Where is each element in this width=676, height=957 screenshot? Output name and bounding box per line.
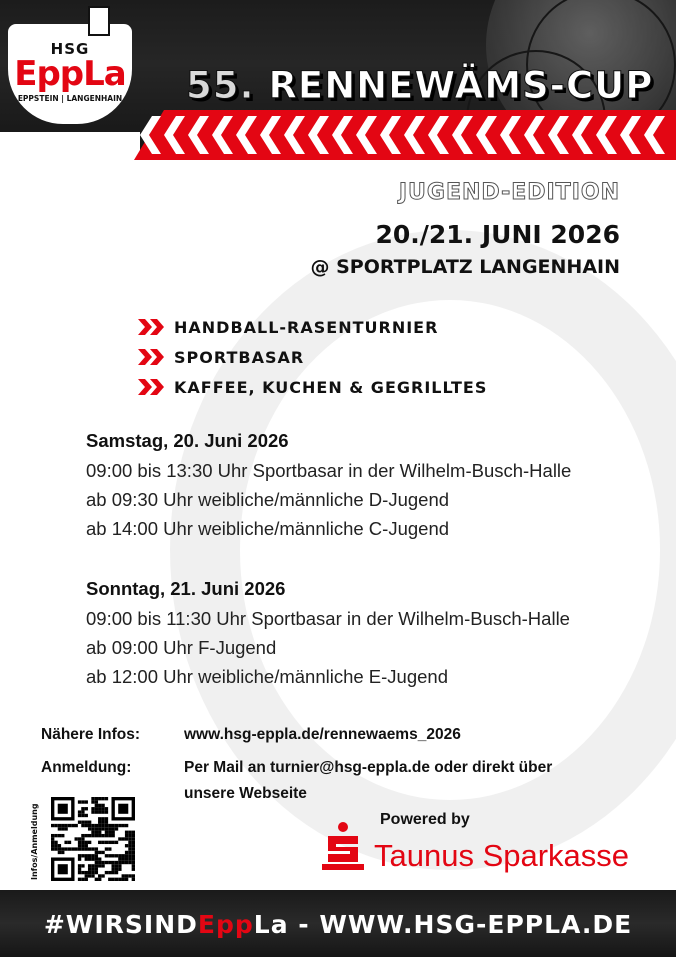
double-chevron-icon [138,379,166,395]
schedule-item: 09:00 bis 13:30 Uhr Sportbasar in der Wilhelm-Busch-Halle [86,460,572,481]
more-info-link[interactable]: www.hsg-eppla.de/rennewaems_2026 [184,726,461,743]
edition-label: JUGEND-EDITION [398,180,620,205]
more-info-label: Nähere Infos: [41,726,141,743]
double-chevron-icon [138,319,166,335]
highlight-item: KAFFEE, KUCHEN & GEGRILLTES [138,372,487,402]
schedule-sunday [86,578,570,695]
footer-slogan: #WIRSINDEppLa - WWW.HSG-EPPLA.DE [43,910,633,939]
event-date: 20./21. JUNI 2026 [375,220,620,249]
highlight-list [138,312,487,402]
schedule-item: ab 09:30 Uhr weibliche/männliche D-Jugend [86,489,450,510]
signup-text-line2: unsere Webseite [184,785,307,802]
footer-banner [0,890,676,957]
powered-by-label: Powered by [380,811,470,828]
schedule-item: ab 09:00 Uhr F-Jugend [86,637,277,658]
club-logo: HSG EppLa EPPSTEIN | LANGENHAIN [8,6,132,124]
schedule-item: 09:00 bis 11:30 Uhr Sportbasar in der Wilhelm-Busch-Halle [86,608,570,629]
event-location: @ SPORTPLATZ LANGENHAIN [310,256,620,278]
schedule-item: ab 12:00 Uhr weibliche/männliche E-Jugend [86,666,448,687]
sponsor-name: Taunus Sparkasse [374,838,630,873]
schedule-item: ab 14:00 Uhr weibliche/männliche C-Jugend [86,518,450,539]
day-heading: Sonntag, 21. Juni 2026 [86,578,286,599]
schedule-saturday [86,430,571,547]
signup-label: Anmeldung: [41,759,132,776]
chevron-band [134,110,676,160]
sparkasse-logo-icon [322,822,364,872]
day-heading: Samstag, 20. Juni 2026 [86,430,289,451]
qr-code[interactable] [50,797,136,881]
highlight-item: SPORTBASAR [138,342,487,372]
signup-text-line1: Per Mail an turnier@hsg-eppla.de oder direkt über [184,759,553,776]
highlight-item: HANDBALL-RASENTURNIER [138,312,487,342]
qr-caption: Infos/Anmeldung [30,803,39,880]
header-banner [0,0,676,160]
event-title: 55. RENNEWÄMS-CUP [186,64,654,107]
double-chevron-icon [138,349,166,365]
